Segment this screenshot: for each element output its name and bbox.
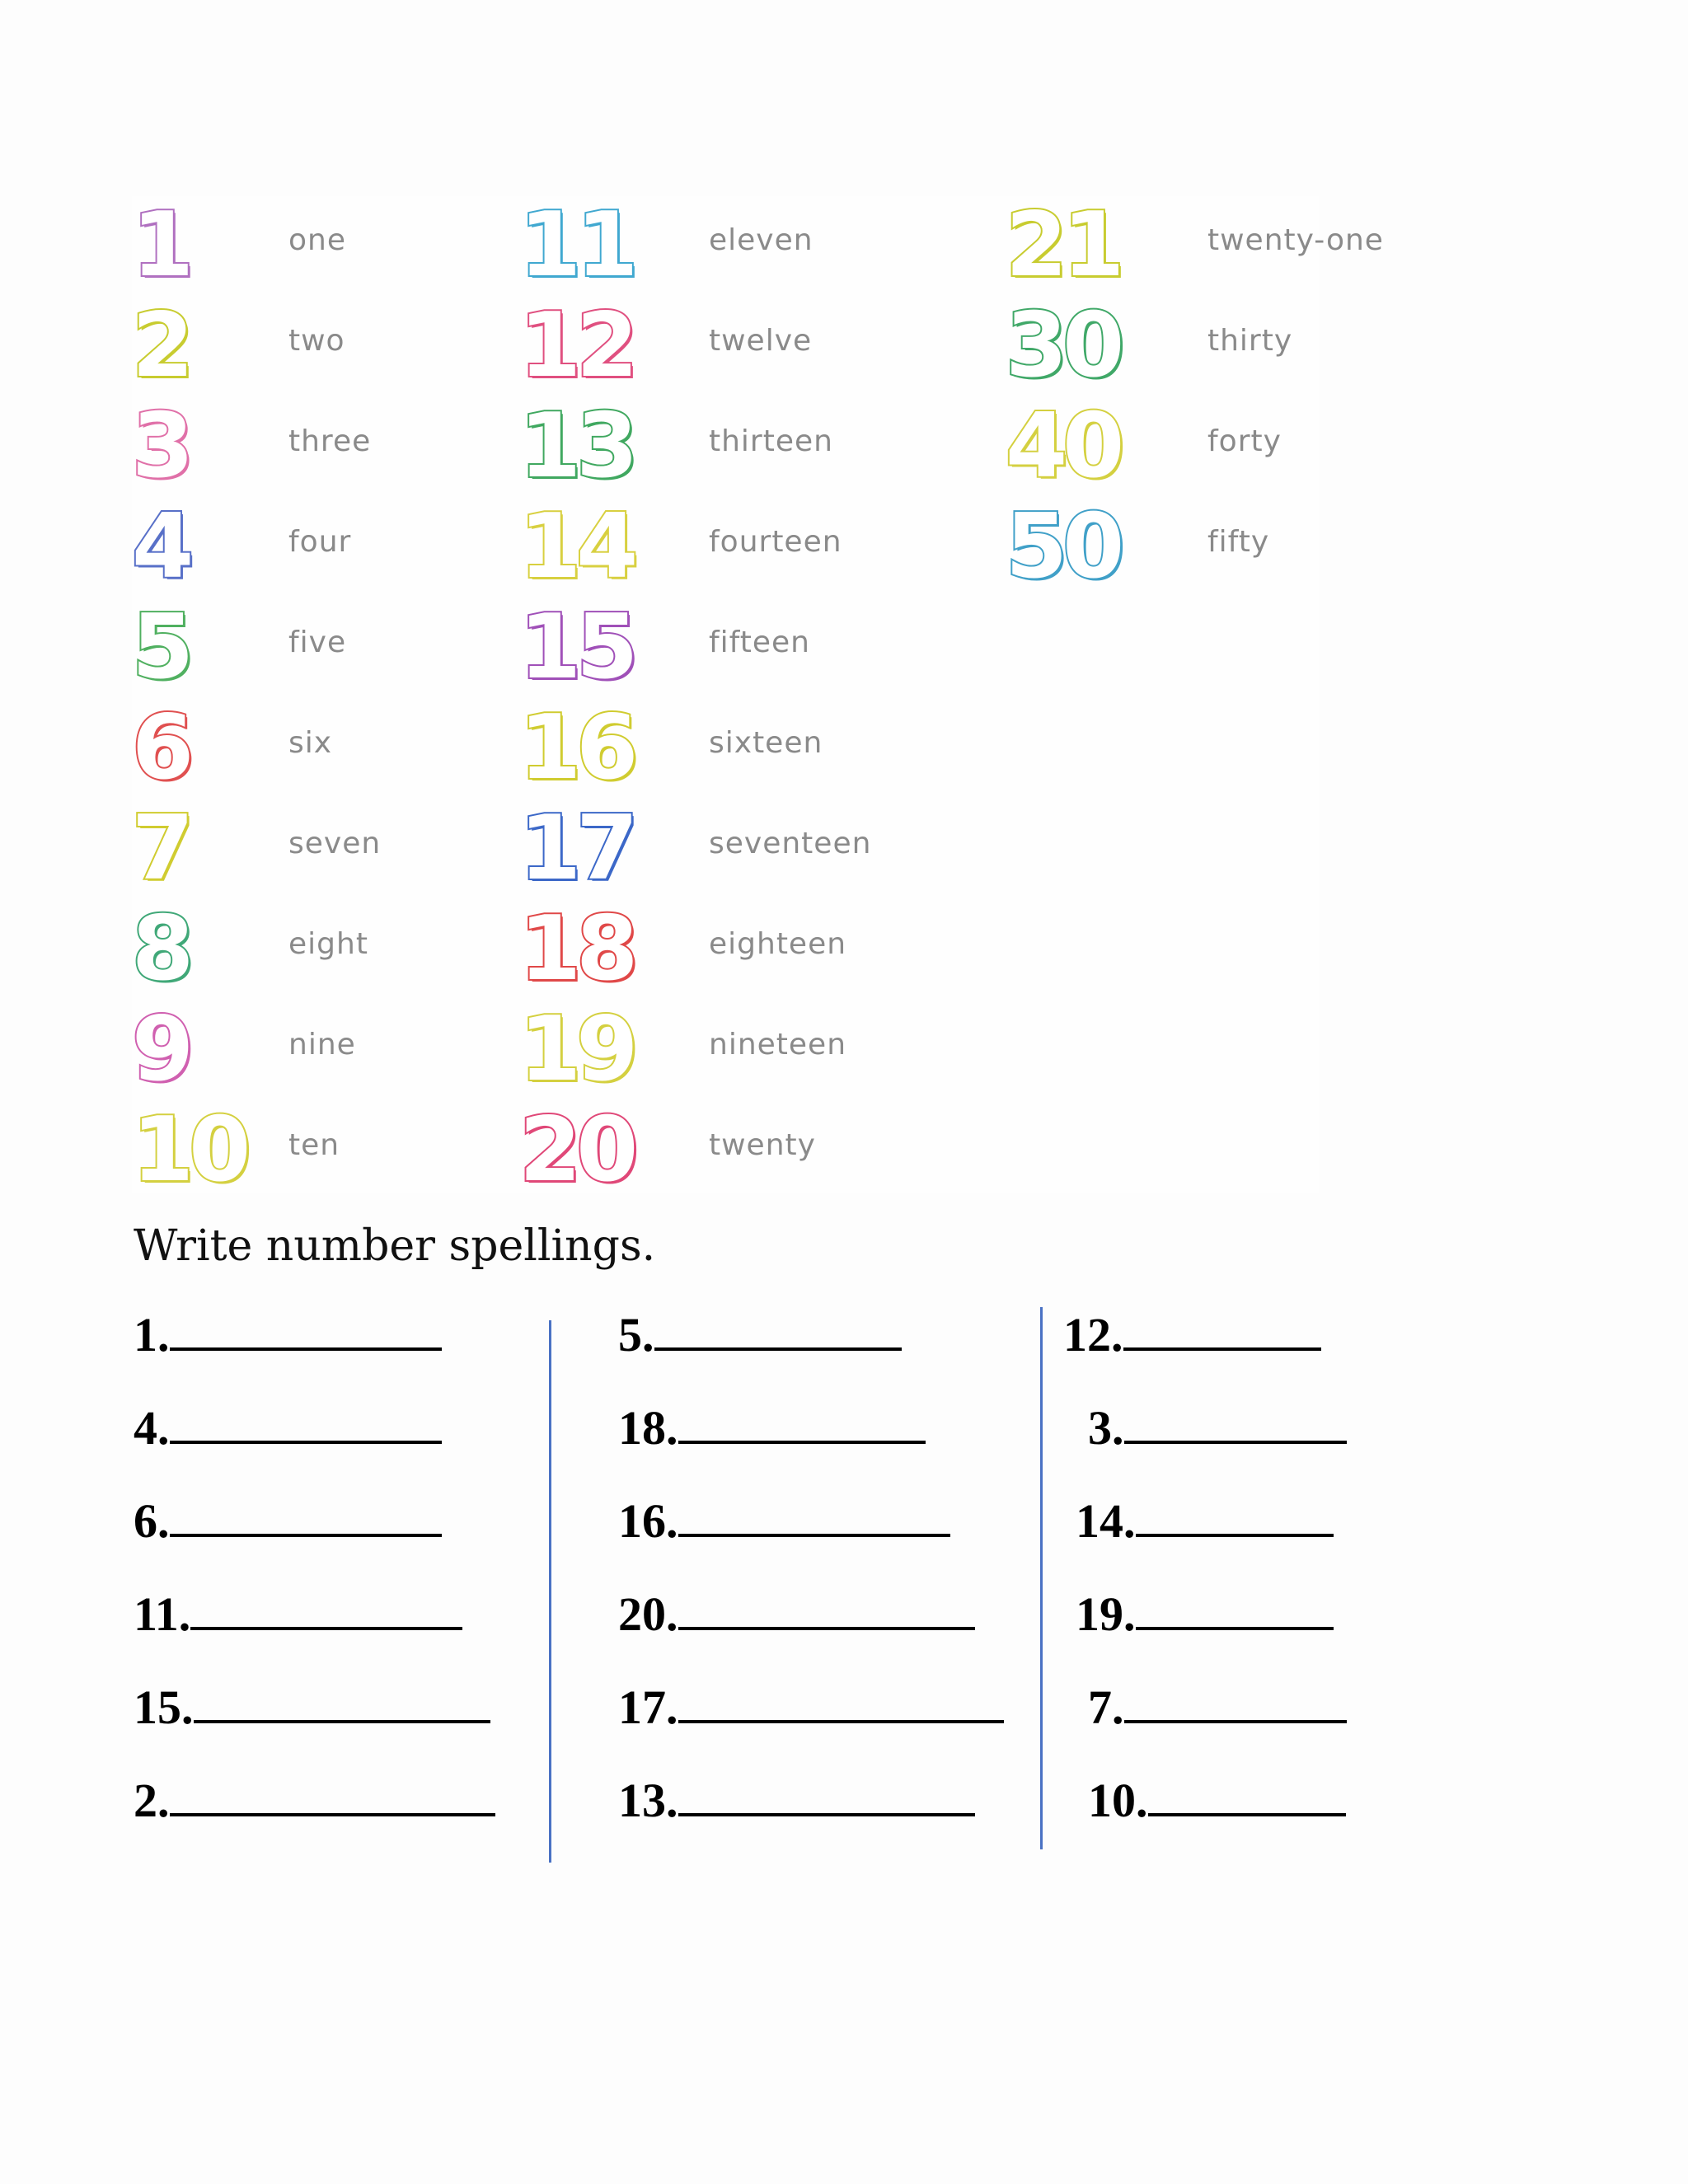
answer-blank-line[interactable] xyxy=(170,1306,442,1351)
exercise-item xyxy=(618,1772,975,1830)
exercise-number-label: 13. xyxy=(618,1774,678,1827)
chart-number-word: forty xyxy=(1207,424,1282,458)
chart-number-word: thirty xyxy=(1207,324,1293,358)
exercise-item xyxy=(618,1306,902,1364)
chart-number-word: twelve xyxy=(709,324,813,358)
answer-blank-line[interactable] xyxy=(678,1772,975,1816)
chart-numeral: 50 xyxy=(1006,495,1120,598)
exercise-number-label: 1. xyxy=(134,1308,170,1361)
chart-number-word: six xyxy=(288,726,333,760)
chart-numeral: 4 xyxy=(132,495,190,598)
exercise-item xyxy=(134,1679,490,1736)
exercise-number-label: 14. xyxy=(1076,1494,1136,1548)
exercise-item xyxy=(134,1306,442,1364)
answer-blank-line[interactable] xyxy=(678,1679,1004,1723)
answer-blank-line[interactable] xyxy=(678,1493,950,1537)
chart-numeral: 18 xyxy=(519,898,634,1001)
chart-number-word: eight xyxy=(288,927,368,961)
chart-number-word: one xyxy=(288,223,346,257)
chart-numeral: 7 xyxy=(132,797,190,900)
chart-numeral: 20 xyxy=(519,1099,634,1202)
chart-numeral: 19 xyxy=(519,998,634,1101)
chart-number-word: seven xyxy=(288,827,382,860)
chart-number-word: seventeen xyxy=(709,827,872,860)
answer-blank-line[interactable] xyxy=(1136,1493,1334,1537)
answer-blank-line[interactable] xyxy=(678,1399,926,1444)
answer-blank-line[interactable] xyxy=(1148,1772,1346,1816)
chart-numeral: 3 xyxy=(132,395,190,498)
exercise-item xyxy=(618,1586,975,1643)
exercise-number-label: 12. xyxy=(1063,1308,1123,1361)
exercise-number-label: 16. xyxy=(618,1494,678,1548)
chart-number-word: two xyxy=(288,324,345,358)
exercise-item xyxy=(1063,1306,1321,1364)
exercise-number-label: 10. xyxy=(1088,1774,1148,1827)
chart-number-word: three xyxy=(288,424,372,458)
chart-numeral: 11 xyxy=(519,194,634,297)
exercise-item xyxy=(618,1679,1004,1736)
chart-number-word: four xyxy=(288,525,352,559)
chart-number-word: sixteen xyxy=(709,726,823,760)
answer-blank-line[interactable] xyxy=(170,1399,442,1444)
chart-number-word: eighteen xyxy=(709,927,847,961)
chart-number-word: twenty xyxy=(709,1128,816,1162)
chart-numeral: 30 xyxy=(1006,294,1120,397)
exercise-number-label: 18. xyxy=(618,1401,678,1455)
exercise-item xyxy=(134,1772,495,1830)
answer-blank-line[interactable] xyxy=(1124,1399,1347,1444)
exercise-item xyxy=(1088,1772,1346,1830)
chart-numeral: 16 xyxy=(519,696,634,799)
chart-number-word: ten xyxy=(288,1128,340,1162)
answer-blank-line[interactable] xyxy=(190,1586,462,1630)
chart-number-word: twenty-one xyxy=(1207,223,1384,257)
exercise-number-label: 20. xyxy=(618,1587,678,1641)
exercise-number-label: 7. xyxy=(1088,1680,1124,1734)
chart-number-word: nineteen xyxy=(709,1028,847,1062)
chart-numeral: 15 xyxy=(519,596,634,699)
chart-number-word: fifteen xyxy=(709,626,810,659)
chart-number-word: eleven xyxy=(709,223,814,257)
exercise-item xyxy=(1076,1493,1334,1550)
exercise-item xyxy=(1088,1679,1347,1736)
chart-numeral: 21 xyxy=(1006,194,1120,297)
column-divider-2 xyxy=(1040,1307,1043,1849)
exercise-number-label: 6. xyxy=(134,1494,170,1548)
answer-blank-line[interactable] xyxy=(654,1306,902,1351)
chart-numeral: 1 xyxy=(132,194,190,297)
exercise-number-label: 17. xyxy=(618,1680,678,1734)
instruction-text: Write number spellings. xyxy=(134,1221,656,1271)
chart-number-word: fifty xyxy=(1207,525,1270,559)
chart-numeral: 10 xyxy=(132,1099,246,1202)
exercise-number-label: 3. xyxy=(1088,1401,1124,1455)
answer-blank-line[interactable] xyxy=(1123,1306,1321,1351)
chart-numeral: 40 xyxy=(1006,395,1120,498)
exercise-item xyxy=(618,1399,926,1457)
chart-numeral: 8 xyxy=(132,898,190,1001)
exercise-number-label: 11. xyxy=(134,1587,191,1641)
exercise-item xyxy=(1088,1399,1347,1457)
chart-number-word: five xyxy=(288,626,347,659)
chart-number-word: thirteen xyxy=(709,424,833,458)
exercise-item xyxy=(1076,1586,1334,1643)
chart-number-word: fourteen xyxy=(709,525,842,559)
chart-numeral: 2 xyxy=(132,294,190,397)
answer-blank-line[interactable] xyxy=(1124,1679,1347,1723)
exercise-number-label: 15. xyxy=(134,1680,194,1734)
answer-blank-line[interactable] xyxy=(170,1493,442,1537)
number-chart xyxy=(132,194,1384,1202)
exercise-number-label: 4. xyxy=(134,1401,170,1455)
chart-number-word: nine xyxy=(288,1028,356,1062)
answer-blank-line[interactable] xyxy=(170,1772,495,1816)
exercise-item xyxy=(134,1586,462,1643)
chart-numeral: 12 xyxy=(519,294,634,397)
exercise-number-label: 2. xyxy=(134,1774,170,1827)
chart-numeral: 14 xyxy=(519,495,634,598)
answer-blank-line[interactable] xyxy=(194,1679,490,1723)
chart-numeral: 9 xyxy=(132,998,190,1101)
chart-numeral: 5 xyxy=(132,596,190,699)
chart-numeral: 6 xyxy=(132,696,190,799)
exercise-number-label: 19. xyxy=(1076,1587,1136,1641)
exercise-number-label: 5. xyxy=(618,1308,654,1361)
column-divider-1 xyxy=(549,1320,551,1863)
exercise-item xyxy=(134,1399,442,1457)
answer-blank-line[interactable] xyxy=(678,1586,975,1630)
exercise-item xyxy=(134,1493,442,1550)
chart-numeral: 13 xyxy=(519,395,634,498)
chart-numeral: 17 xyxy=(519,797,634,900)
answer-blank-line[interactable] xyxy=(1136,1586,1334,1630)
exercise-item xyxy=(618,1493,950,1550)
